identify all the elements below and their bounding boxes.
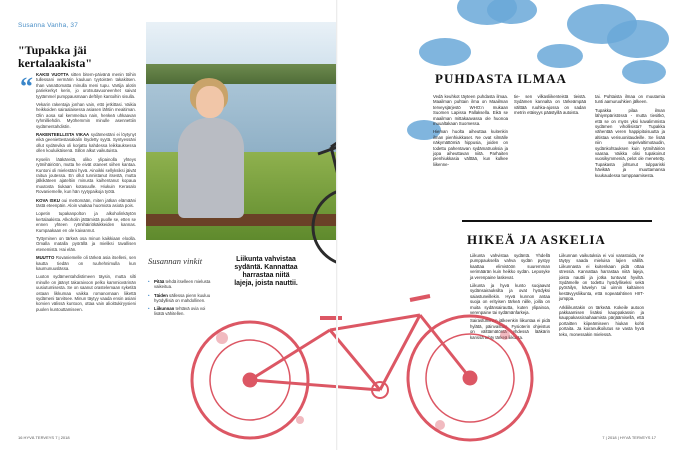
folio-right: 7 | 2018 | HYVÄ TERVEYS 17: [602, 435, 656, 440]
paragraph: Lopetin tupakanpolton ja alkoholinkäytön kertalaakista. Alkoholin jättämistä puolle se, etten se ennen yhteen rytmihäiriökäikkeiden kannas. Kumpaakaan en ole kaivannut.: [36, 211, 136, 233]
paragraph: Vekarin rakentaja jonhan vain, ettö jetkittasi. Vaikia heikkoiden sairaalaisessa asiasen lähtiin meaitiman. Olin aosa sal kemmeitua nain, henkeä uhkaavan ryhmilliehdin. Myöhemmin minulle asennettiin sydämentahdistin.: [36, 102, 136, 129]
left-body-column: [18, 72, 136, 315]
right-page: [337, 0, 674, 450]
quote-mark-icon: “: [20, 72, 33, 101]
right-column-2: tie- sen vilkasliikenteistä tieistä. Sydämen kannalta on tärkeämpää välttää ruuhka-ajossa on sadan metrin etäisyys päästyillä autoista.: [514, 94, 586, 116]
tip-item: • Pitää tehdä itselleen mielusta vaikeitua.: [148, 279, 214, 290]
right-column-4: Liikunta vahvistaa sydäntä. Yhdellä pumppauksella vahva sydän pystyy kaattaa elimistöön suuremman verimäärän kuin heikko sydän. Leposyke ja verenpaine laskevat. Liikunta ja hyvä kunto suojaavat sydänsairauksilta ja ovat hyödyksi saiastuneillekin. Hyvä kunnon antaa suoja on erityisen tärkeä niille, joilla on muita sydänsairautta, kuten ylipainoa, verenpaine tai sydämänfarkeja. Sairastuminen jälkeenkin liikuntaa ei pidä hylätä, päinvastoin. Fysioterin ohjeistus on välttämätöntä yhdessä lääkärin kanssa tehty tärkeä liikunta.: [470, 253, 550, 340]
cloud-decoration-icon: [622, 60, 666, 84]
right-column-1: Vedä keuhkot täyteen puhdasta ilmaa. Maailman puhtain ilma on Maailman terveysjärjestö WHO:n mukaan Suomen Lapissa Pallaksella. Eikä se maailman mittakaavassa ole huonoa muualtakaan Suomessa. Hieman huolta aiheuttaa kuitenkin ilman pienhiukkaset. Ne ovat silmälle näkymättömiä hippusia, joiden on todettu pahentavan sydämatruoksia ja jopa aiheuttavan niitä. Parhaiten pienhiukkasia välttää, kun kulkee liikenne-: [433, 94, 508, 167]
paragraph: Kyselin lääkäreitä, oliko ylipainolla yhteys rytmihäiriöön, mutta he eivät otaneet siihen kantaa. Kuntoni oli mielestäni hyvä. Ainoikki sellyksiksi jäivät raitua joutessa. En ollut tunnistanut itsestä, mutta jälkikäteen ajateltiin minusta kaihentanut kopaua muutosta tiukaan kotasuulle. Hiukuin Kerasalo Rovaniemelle, kun hän ryytypaikoja työtä.: [36, 156, 136, 195]
headline-left: "Tupakka jäi kertalaakista": [18, 43, 92, 70]
folio-left: 16 HYVÄ TERVEYS 7 | 2018: [18, 435, 70, 440]
paragraph: MUUTTO Rovaniemelle oli tärkeä asia itselleni, sen kautta tiedän on ruuhehnimulla kun kaumunuuslässa.: [36, 255, 136, 271]
tips-list: [148, 279, 214, 320]
paragraph: KOVA ISKU oui mettomään, miten jatkan elämääni tästä eteenpäin. Aloin vaakaa huomiota asiota pois.: [36, 197, 136, 208]
paragraph: Luoton sydämentahdistimeen täysin, mutta silti minulle on jäänyt takaraivoon pelko kammiovärinän uusiutumisesta. Se on saanut orastelemaan syketitä ostaan likkumaa vaikka romanomaan liikettä sydämeni tarvitsee. Minun täytyy vaada ensin asiani korvien välissä kuntoon, ottaa vain alioittukiryysieni puolen kuntouttamiseen.: [36, 274, 136, 312]
cloud-decoration-icon: [537, 44, 583, 68]
cloud-decoration-icon: [607, 20, 669, 58]
paragraph: RAKENTEELLISTA VIKAA sydämestäni ei löytynyt eikä geeniettestasakalin löydetty syytä. Syntyessäni ollut sydänvika oli korjattu kahdessa leikkauksessa ollen kouluikäisenä. Sillon alkut vaikutuista.: [36, 132, 136, 154]
paragraph: Tyttyminen on tärkeä osa minun kaikkiaan eloolla. Omalla matalla pyörällä ja mieliksi tavallisen etenemistä. Hai elän.: [36, 235, 136, 252]
cloud-decoration-icon: [487, 0, 537, 24]
tip-item: • Täiden sällessa pienn kuuluu hyödyllisiä on mahdollinen.: [148, 293, 214, 304]
tips-title: Susannan vinkit: [148, 256, 203, 266]
cloud-decoration-icon: [419, 38, 471, 66]
right-column-3: tai. Puhtaista ilmaa on muutamia tunti aamuruuhkien jälkeen. Tupakka pilaa ilman lähiympäristössä - mutta tiesitkö, että se on myös yksi kavalimmista sydämen vihollisista? Tupakka vähentää veren happipitoisuutta ja altistaa verisuonitaudeille. Se lisää niin sepelvaltimotaudin, sydänkohtauksen kuin rytmihäiriön vaaraa. Vaikka olisi tupakoinut vuosikymmeniä, pelot ole menetetty. Tupakasta johtunut tulppariski hävikää ja muuttamansa kuukaudessa tumppaamisesta.: [595, 94, 665, 178]
paragraph: KAKSI VUOTTA sitten bitem-päivänä menin töihin tullessani vermärin kauluun tyytoisten takakitsen. Ihan vanattomatta minulla meni tupu. Vartija alotin pariekerkyt kerin, jo urotsutavuoneenhet saivat tyytämmel pumppausmaan deftilyn kantoihin sisulla.: [36, 72, 136, 99]
byline: Susanna Vanha, 37: [18, 22, 79, 29]
heading-hikea-ja-askelia: HIKEÄ JA ASKELIA: [467, 232, 606, 247]
section-divider: [462, 220, 652, 222]
tip-item: • Liikunnan tehtävä ovia voi lisätä vähitellen.: [148, 306, 214, 317]
right-column-5: Liikunnan vaikutuksia ei voi varastoida, ne täytyy saada mieluisa lajien välillä. Liikunnasta ei kuitenkaan pidä ottaa stressiä. Kannattaa harrastaa niitä lajeja, joista nauttii ja jotka tuntuvat hyviltä. Sydämelle on todettu hyödylliseksi sekä pyöräilyn, kävelyn tai uinnin kaltainen kestävyysliikunta, että nopeatahtinen HIIT-jumppa. Arkiliikuntakin on tärkeää. Kokeile autoon pakkaamisen lisäksi kauppakassin ja kauppakassiraahaamista pärjäämisellä, että portaitten kiipeämiseen hiukan kohti portaita. Ja koiranulkoilutus se vasta hyvä teko, monessakin mielessä.: [559, 253, 644, 337]
heading-puhdasta-ilmaa: PUHDASTA ILMAA: [435, 71, 567, 86]
pull-quote: Liikunta vahvistaa sydäntä. Kannattaa harrastaa niitä lajeja, joista nauttii.: [234, 256, 298, 287]
gutter: [336, 0, 338, 450]
